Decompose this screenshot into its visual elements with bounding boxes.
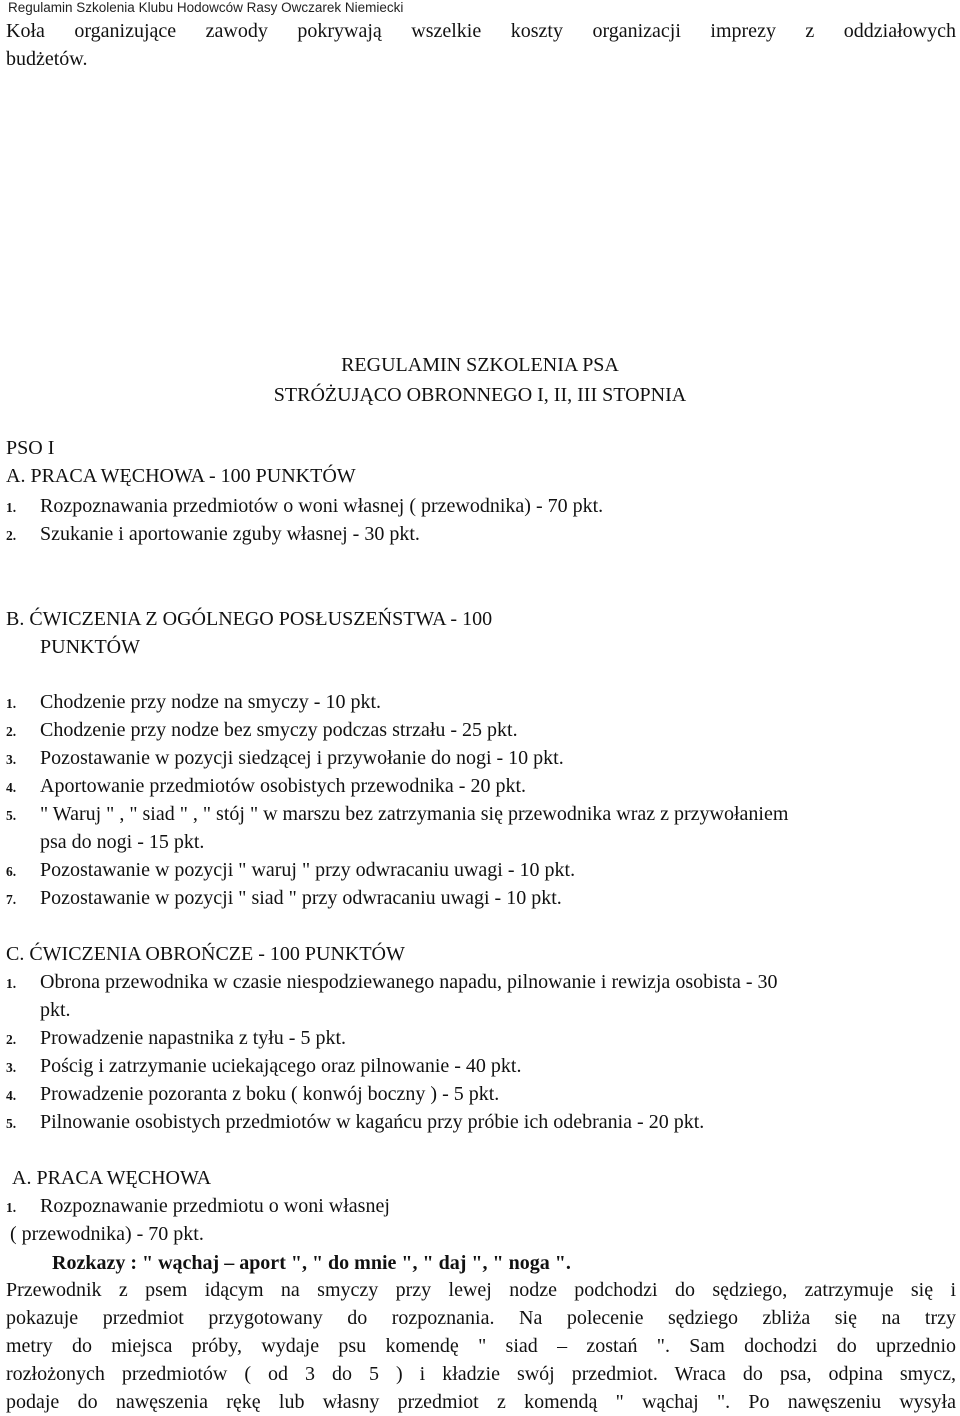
section-a2-heading: A. PRACA WĘCHOWA <box>12 1167 212 1189</box>
item-number: 4. <box>6 1088 17 1103</box>
item-text: Obrona przewodnika w czasie niespodziewanego napadu, pilnowanie i rewizja osobista - 30 <box>40 971 778 993</box>
item-number: 2. <box>6 724 17 739</box>
commands: Rozkazy : " wąchaj – aport ", " do mnie ", " daj ", " noga ". <box>52 1252 571 1274</box>
item-number: 2. <box>6 1032 17 1047</box>
section-c-item <box>6 1052 521 1082</box>
item-number: 1. <box>6 500 17 515</box>
item-text: Pozostawanie w pozycji " waruj " przy odwracaniu uwagi - 10 pkt. <box>40 859 576 881</box>
section-b-item <box>6 688 381 718</box>
intro-line-2: budżetów. <box>6 48 88 70</box>
item-number: 7. <box>6 892 17 907</box>
item-text: Prowadzenie pozoranta z boku ( konwój boczny ) - 5 pkt. <box>40 1083 500 1105</box>
running-header: Regulamin Szkolenia Klubu Hodowców Rasy Owczarek Niemiecki <box>8 0 404 15</box>
item-text: Pozostawanie w pozycji " siad " przy odwracaniu uwagi - 10 pkt. <box>40 887 562 909</box>
section-a-item <box>6 492 603 522</box>
section-b-item <box>6 856 575 886</box>
section-a-item <box>6 520 420 550</box>
item-number: 3. <box>6 752 17 767</box>
section-a-heading: A. PRACA WĘCHOWA - 100 PUNKTÓW <box>6 465 356 487</box>
section-b-heading: B. ĆWICZENIA Z OGÓLNEGO POSŁUSZEŃSTWA - 100 <box>6 608 493 630</box>
item-text: Rozpoznawania przedmiotów o woni własnej ( przewodnika) - 70 pkt. <box>40 495 604 517</box>
item-number: 1. <box>6 1200 17 1215</box>
paragraph-line: Przewodnik z psem idącym na smyczy przy lewej nodze podchodzi do sędziego, zatrzymuje się i <box>6 1279 956 1301</box>
item-text: Prowadzenie napastnika z tyłu - 5 pkt. <box>40 1027 347 1049</box>
section-c-item <box>6 1024 346 1054</box>
item-number: 3. <box>6 1060 17 1075</box>
item-text: Szukanie i aportowanie zguby własnej - 30 pkt. <box>40 523 420 545</box>
item-text: Pozostawanie w pozycji siedzącej i przywołanie do nogi - 10 pkt. <box>40 747 564 769</box>
pso-label: PSO I <box>6 437 55 459</box>
section-c-item <box>6 1108 704 1138</box>
section-a2-item <box>6 1192 390 1222</box>
item-text: Aportowanie przedmiotów osobistych przewodnika - 20 pkt. <box>40 775 527 797</box>
document-title: REGULAMIN SZKOLENIA PSA <box>341 354 619 376</box>
section-c-item <box>6 968 778 998</box>
item-number: 1. <box>6 696 17 711</box>
section-b-item <box>6 800 788 830</box>
section-c-item <box>6 1080 499 1110</box>
section-b-item <box>6 772 526 802</box>
paragraph-line: podaje do nawęszenia rękę lub własny przedmiot z komendą " wąchaj ". Po nawęszeniu wysyła <box>6 1391 956 1413</box>
section-b-item <box>6 744 564 774</box>
item-number: 4. <box>6 780 17 795</box>
item-text: Chodzenie przy nodze bez smyczy podczas strzału - 25 pkt. <box>40 719 518 741</box>
section-c-heading: C. ĆWICZENIA OBROŃCZE - 100 PUNKTÓW <box>6 943 405 965</box>
item-text: Rozpoznawanie przedmiotu o woni własnej <box>40 1195 390 1217</box>
item-number: 6. <box>6 864 17 879</box>
section-b-item <box>6 716 518 746</box>
section-b-heading-cont: PUNKTÓW <box>40 636 140 658</box>
paragraph-line: pokazuje przedmiot przygotowany do rozpoznania. Na polecenie sędziego zbliża się na trzy <box>6 1307 956 1329</box>
paragraph-line: metry do miejsca próby, wydaje psu komendę " siad – zostań ". Sam dochodzi do uprzednio <box>6 1335 956 1357</box>
intro-line-1: Koła organizujące zawody pokrywają wszelkie koszty organizacji imprezy z oddziałowych <box>6 20 956 42</box>
item-text: Pilnowanie osobistych przedmiotów w kagańcu przy próbie ich odebrania - 20 pkt. <box>40 1111 705 1133</box>
section-b-item <box>6 884 562 914</box>
paragraph-line: rozłożonych przedmiotów ( od 3 do 5 ) i kładzie swój przedmiot. Wraca do psa, odpina smycz, <box>6 1363 956 1385</box>
item-text: Chodzenie przy nodze na smyczy - 10 pkt. <box>40 691 382 713</box>
section-a2-item-cont: ( przewodnika) - 70 pkt. <box>10 1223 204 1245</box>
section-c-item-cont: pkt. <box>40 999 71 1021</box>
item-number: 1. <box>6 976 17 991</box>
document-subtitle: STRÓŻUJĄCO OBRONNEGO I, II, III STOPNIA <box>273 384 687 406</box>
item-number: 2. <box>6 528 17 543</box>
section-b-item-cont: psa do nogi - 15 pkt. <box>40 831 205 853</box>
item-number: 5. <box>6 1116 17 1131</box>
item-number: 5. <box>6 808 17 823</box>
item-text: " Waruj " , " siad " , " stój " w marszu bez zatrzymania się przewodnika wraz z przywołaniem <box>40 803 789 825</box>
item-text: Pościg i zatrzymanie uciekającego oraz pilnowanie - 40 pkt. <box>40 1055 522 1077</box>
